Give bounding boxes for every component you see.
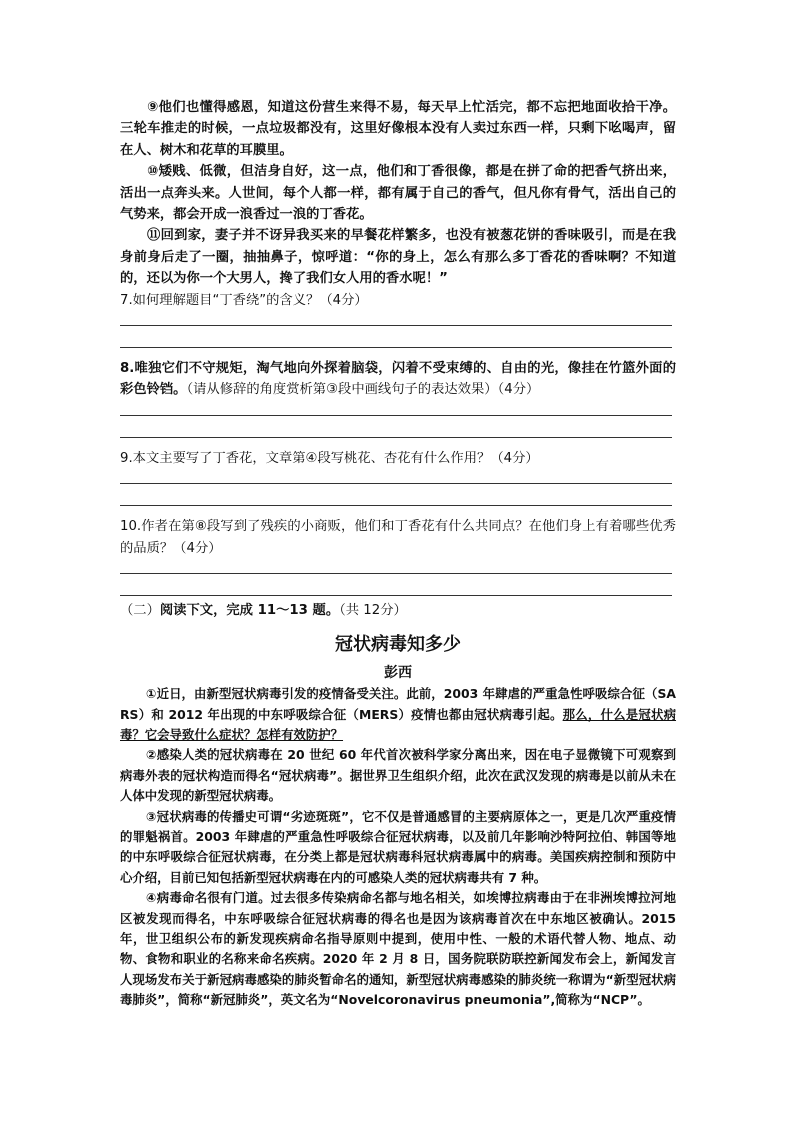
- article-paragraph-3: ③冠状病毒的传播史可谓“劣迹斑斑”，它不仅是普通感冒的主要病原体之一，更是几次严重疫情的罪魁祸首。2003 年肆虐的严重急性呼吸综合征冠状病毒，以及前几年影响沙特阿拉伯、韩国等地的中东呼吸综合征冠状病毒，在分类上都是冠状病毒科冠状病毒属中的病毒。美国疾病控制和预防中心介绍，目前已知包括新型冠状病毒在内的可感染人类的冠状病毒共有 7 种。: [120, 808, 676, 885]
- answer-line: [120, 415, 672, 416]
- paragraph-9: ⑨他们也懂得感恩，知道这份营生来得不易，每天早上忙活完，都不忘把地面收拾干净。三轮车推走的时候，一点垃圾都没有，这里好像根本没有人卖过东西一样，只剩下吆喝声，留在人、树木和花草的耳膜里。: [120, 100, 676, 158]
- article-paragraph-1-text: ①近日，由新型冠状病毒引发的疫情备受关注。此前，2003 年肆虐的严重急性呼吸综合征（SARS）和 2012 年出现的中东呼吸综合征（MERS）疫情也都由冠状病毒引起。: [120, 686, 676, 722]
- section-number: （二）: [120, 603, 160, 619]
- paragraph-11: ⑪回到家，妻子并不讶异我买来的早餐花样繁多，也没有被葱花饼的香味吸引，而是在我身前身后走了一圈，抽抽鼻子，惊呼道：“你的身上，怎么有那么多丁香花的香味啊？不知道的，还以为你一个大男人，搀了我们女人用的香水呢！”: [120, 228, 676, 287]
- section-instruction: 阅读下文，完成 11～13 题。: [159, 603, 340, 619]
- answer-line: [120, 347, 672, 348]
- question-10: 10.作者在第⑧段写到了残疾的小商贩，他们和丁香花有什么共同点？在他们身上有着哪些优秀的品质？（4分）: [120, 519, 676, 556]
- question-9: 9.本文主要写了丁香花，文章第④段写桃花、杏花有什么作用？（4分）: [120, 450, 539, 466]
- paragraph-10: ⑩矮贱、低微，但洁身自好，这一点，他们和丁香很像，都是在拼了命的把香气挤出来，活出一点奔头来。人世间，每个人都一样，都有属于自己的香气，但凡你有骨气，活出自己的气势来，都会开成一浪香过一浪的丁香花。: [120, 164, 676, 223]
- article-author: 彭西: [384, 665, 412, 682]
- answer-line: [120, 325, 672, 326]
- answer-line: [120, 595, 672, 596]
- article-title: 冠状病毒知多少: [335, 634, 461, 656]
- article-paragraph-2: ②感染人类的冠状病毒在 20 世纪 60 年代首次被科学家分离出来，因在电子显微镜下可观察到病毒外表的冠状构造而得名“冠状病毒”。据世界卫生组织介绍，此次在武汉发现的病毒是以前从未在人体中发现的新型冠状病毒。: [120, 747, 676, 804]
- answer-line: [120, 573, 672, 574]
- section-score: （共 12分）: [339, 603, 407, 619]
- underlined-questions: 那么，什么是冠状病毒？它会导致什么症状？怎样有效防护？: [120, 706, 677, 742]
- answer-line: [120, 505, 672, 506]
- section-header: [120, 600, 676, 622]
- answer-line: [120, 483, 672, 484]
- question-7: 7.如何理解题目“丁香绕”的含义？（4分）: [120, 292, 368, 308]
- article-paragraph-1: [120, 684, 676, 745]
- question-8: [120, 358, 676, 401]
- question-8-prompt: （请从修辞的角度赏析第③段中画线句子的表达效果）（4分）: [186, 382, 540, 398]
- question-8-quote: 8.唯独它们不守规矩，淘气地向外探着脑袋，闪着不受束缚的、自由的光，像挂在竹篮外面的彩色铃铛。: [120, 361, 676, 398]
- document-content: [120, 97, 676, 1011]
- article-paragraph-4: ④病毒命名很有门道。过去很多传染病命名都与地名相关，如埃博拉病毒由于在非洲埃博拉河地区被发现而得名，中东呼吸综合征冠状病毒的得名也是因为该病毒首次在中东地区被确认。2015 年，世卫组织公布的新发现疾病命名指导原则中提到，使用中性、一般的术语代替人物、地点、动物、食物和职业的名称来命名疾病。2020 年 2 月 8 日，国务院联防联控新闻发布会上，新闻发言人现场发布关于新冠病毒感染的肺炎暂命名的通知，新型冠状病毒感染的肺炎统一称谓为“新型冠状病毒肺炎”，简称“新冠肺炎”，英文名为“Novelcoronavirus pneumonia”,简称为“NCP”。: [120, 890, 676, 1008]
- answer-line: [120, 437, 672, 438]
